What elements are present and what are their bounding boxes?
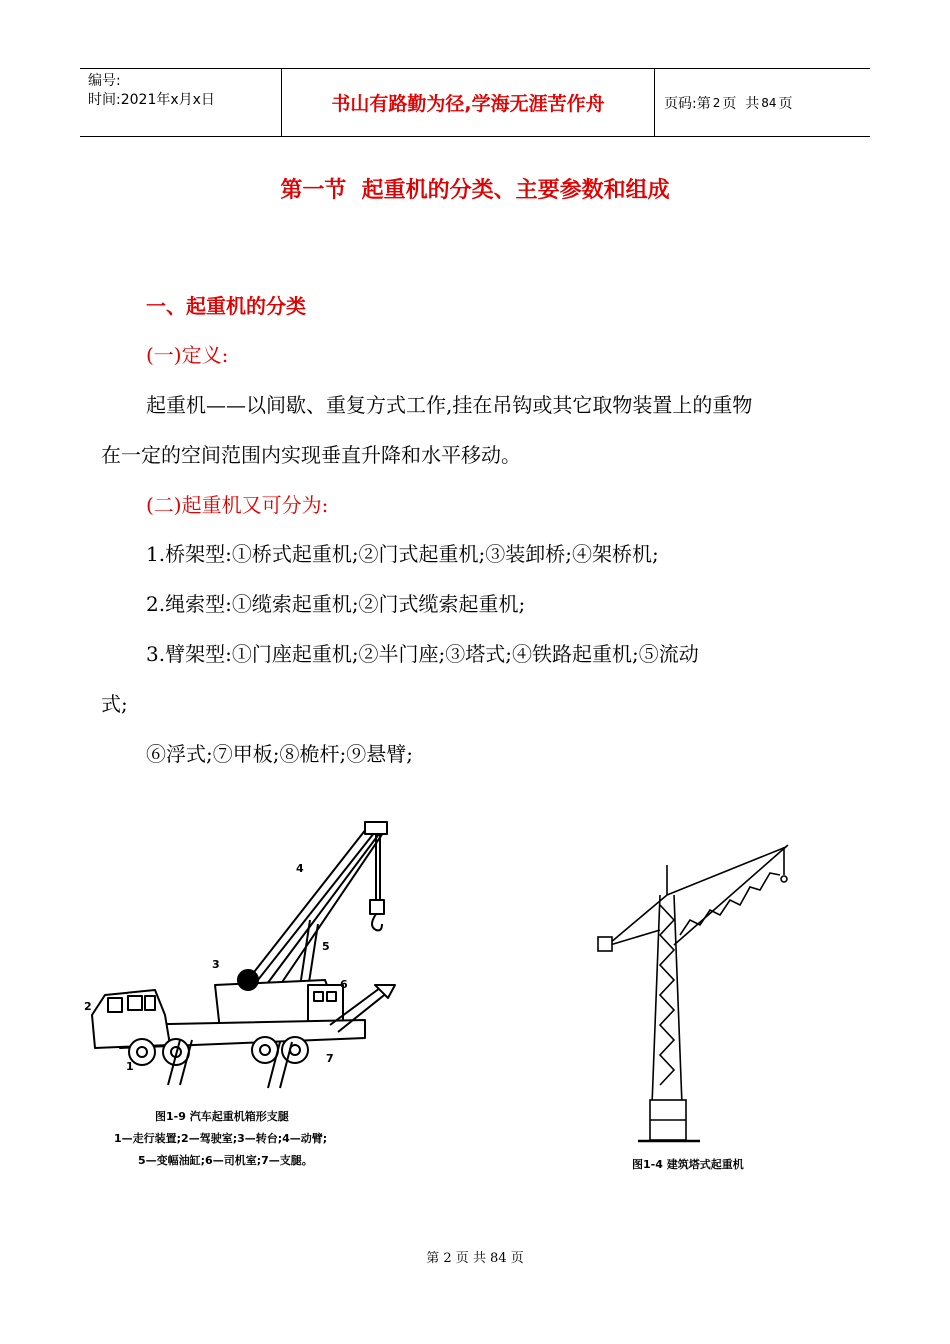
definition-line-1: 起重机——以间歇、重复方式工作,挂在吊钩或其它取物装置上的重物: [146, 393, 753, 417]
header-page-info: [664, 69, 793, 136]
label-6: 6: [340, 978, 348, 991]
label-2: 2: [84, 1000, 92, 1013]
tower-crane-figure: [590, 835, 810, 1145]
truck-crane-figure: [80, 820, 420, 1110]
figure-left-legend-1: 1—走行装置;2—驾驶室;3—转台;4—动臂;: [114, 1132, 328, 1145]
time-label: 时间:2021年x月x日: [88, 92, 215, 108]
header-divider: [654, 69, 655, 136]
list-item-jib-line-2: 式;: [101, 692, 128, 716]
label-7: 7: [326, 1052, 334, 1065]
list-item-cable: 2.绳索型:①缆索起重机;②门式缆索起重机;: [146, 592, 526, 616]
list-item-jib-line-1: 3.臂架型:①门座起重机;②半门座;③塔式;④铁路起重机;⑤流动: [146, 642, 699, 666]
list-item-jib-extra: ⑥浮式;⑦甲板;⑧桅杆;⑨悬臂;: [146, 742, 413, 766]
figure-left-legend-2: 5—变幅油缸;6—司机室;7—支腿。: [138, 1154, 313, 1167]
section-title: 第一节 起重机的分类、主要参数和组成: [280, 178, 670, 203]
page-mid: 页 共: [722, 95, 760, 112]
subheading-types: (二)起重机又可分为:: [146, 493, 329, 517]
page-number: 2: [712, 95, 721, 110]
label-3: 3: [212, 958, 220, 971]
label-4: 4: [296, 862, 304, 875]
label-1: 1: [126, 1060, 134, 1073]
page-prefix: 页码:第: [664, 95, 711, 112]
subheading-definition: (一)定义:: [146, 343, 229, 367]
header-table: [80, 68, 870, 137]
figure-right-caption: 图1-4 建筑塔式起重机: [632, 1158, 744, 1171]
list-item-bridge: 1.桥架型:①桥式起重机;②门式起重机;③装卸桥;④架桥机;: [146, 542, 659, 566]
page-suffix: 页: [778, 95, 793, 112]
page-footer: 第 2 页 共 84 页: [426, 1251, 524, 1266]
figure-left-caption: 图1-9 汽车起重机箱形支腿: [155, 1110, 289, 1123]
header-meta: [88, 72, 215, 110]
page-total: 84: [761, 95, 777, 110]
header-motto: 书山有路勤为径,学海无涯苦作舟: [331, 93, 605, 115]
number-label: 编号:: [88, 73, 121, 89]
definition-line-2: 在一定的空间范围内实现垂直升降和水平移动。: [101, 443, 521, 467]
heading-classification: 一、起重机的分类: [146, 294, 306, 318]
label-5: 5: [322, 940, 330, 953]
